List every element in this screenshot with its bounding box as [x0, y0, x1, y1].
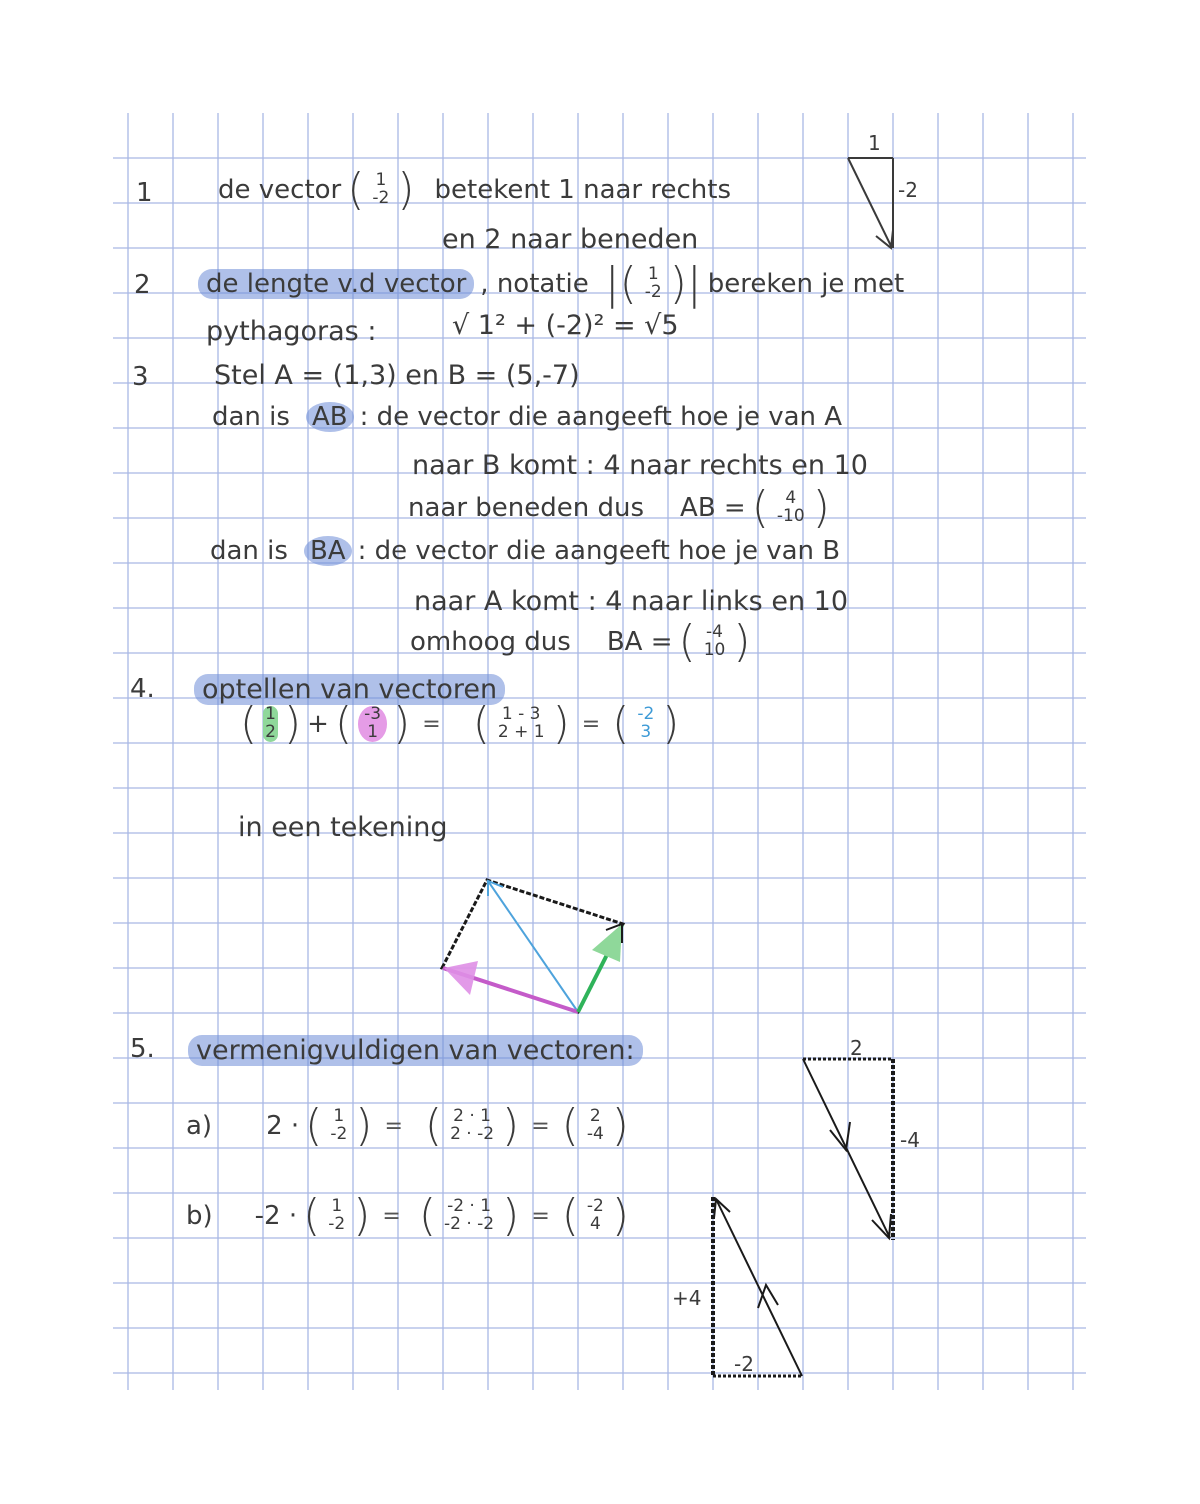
section3-ab-symbol: AB: [306, 402, 354, 432]
section4-tekening: in een tekening: [238, 812, 448, 843]
section5-a-result-vector: 2 -4: [586, 1106, 604, 1144]
section5-a-mid-vector: 2 · 1 2 · -2: [450, 1106, 495, 1144]
section-number-3: 3: [132, 362, 149, 392]
section2-heading: de lengte v.d vector: [198, 269, 474, 299]
section1-fig-top-label: 1: [868, 131, 881, 155]
section3-ab-line1: dan is AB : de vector die aangeeft hoe je van A: [212, 402, 843, 432]
section5-fig2-side-label: +4: [672, 1286, 702, 1310]
section1-fig-side-label: -2: [898, 178, 918, 202]
section5-label-b: b): [186, 1201, 213, 1231]
section-number-1: 1: [136, 178, 153, 208]
section2-pythagoras: pythagoras :: [206, 316, 377, 347]
section5-b-result-vector: -2 4: [586, 1196, 604, 1234]
section5-b-mid-vector: -2 · 1 -2 · -2: [444, 1196, 495, 1234]
section5-heading: vermenigvuldigen van vectoren:: [188, 1037, 643, 1064]
section3-stel: Stel A = (1,3) en B = (5,-7): [214, 360, 580, 391]
section5-label-a: a): [186, 1111, 213, 1141]
section5-fig1-top-label: 2: [850, 1036, 863, 1060]
section1-meaning: betekent 1 naar rechts: [434, 175, 732, 205]
section5-fig2-bottom-label: -2: [734, 1352, 754, 1376]
section4-result-vector: -2 3: [637, 704, 655, 742]
section2-notatie: , notatie: [480, 269, 589, 299]
section2-line1: de lengte v.d vector , notatie |( 1 -2 )| bereken je met: [198, 262, 904, 306]
section1-text: de vector: [218, 175, 342, 205]
section4-vector1: 1 2: [265, 704, 276, 742]
section5-row-a: a) 2 · ( 1 -2 ) = ( 2 · 1 2 · -2 ) = ( 2 -4 ): [186, 1100, 629, 1151]
section3-ba-symbol: BA: [304, 536, 352, 566]
section3-ab-vector: 4 -10: [776, 488, 805, 526]
section-number-5: 5.: [130, 1034, 155, 1064]
section3-ab-line3: naar beneden dus AB = ( 4 -10 ): [408, 482, 830, 533]
section-number-4: 4.: [130, 674, 155, 704]
section5-row-b: b) -2 · ( 1 -2 ) = ( -2 · 1 -2 · -2 ) = ( -2 4 ): [186, 1190, 630, 1241]
section3-ba-vector: -4 10: [703, 622, 726, 660]
section4-heading: optellen van vectoren: [194, 676, 505, 703]
section4-sum-vector: 1 - 3 2 + 1: [497, 704, 545, 742]
section4-vector2: -3 1: [358, 706, 387, 742]
section2-norm-vector: 1 -2: [644, 264, 662, 302]
section2-bereken: bereken je met: [707, 269, 905, 299]
section1-line1: de vector ( 1 -2 ) betekent 1 naar rechts: [218, 164, 732, 215]
section5-fig1-side-label: -4: [900, 1128, 920, 1152]
section5-a-vector: 1 -2: [330, 1106, 348, 1144]
section1-line2: en 2 naar beneden: [442, 224, 699, 255]
section3-ab-line2: naar B komt : 4 naar rechts en 10: [412, 450, 868, 481]
section-number-2: 2: [134, 270, 151, 300]
section3-ba-line3: omhoog dus BA = ( -4 10 ): [410, 616, 751, 667]
section1-vector: 1 -2: [372, 170, 390, 208]
section5-b-vector: 1 -2: [328, 1196, 346, 1234]
section3-ba-line2: naar A komt : 4 naar links en 10: [414, 586, 848, 617]
section2-formula: √ 1² + (-2)² = √5: [452, 310, 679, 341]
section3-ba-line1: dan is BA : de vector die aangeeft hoe je van B: [210, 536, 841, 566]
section4-sum-row: ( 1 2 ) + ( -3 1 ) = ( 1 - 3 2 + 1 ) = ( -2 3 ): [240, 698, 680, 749]
